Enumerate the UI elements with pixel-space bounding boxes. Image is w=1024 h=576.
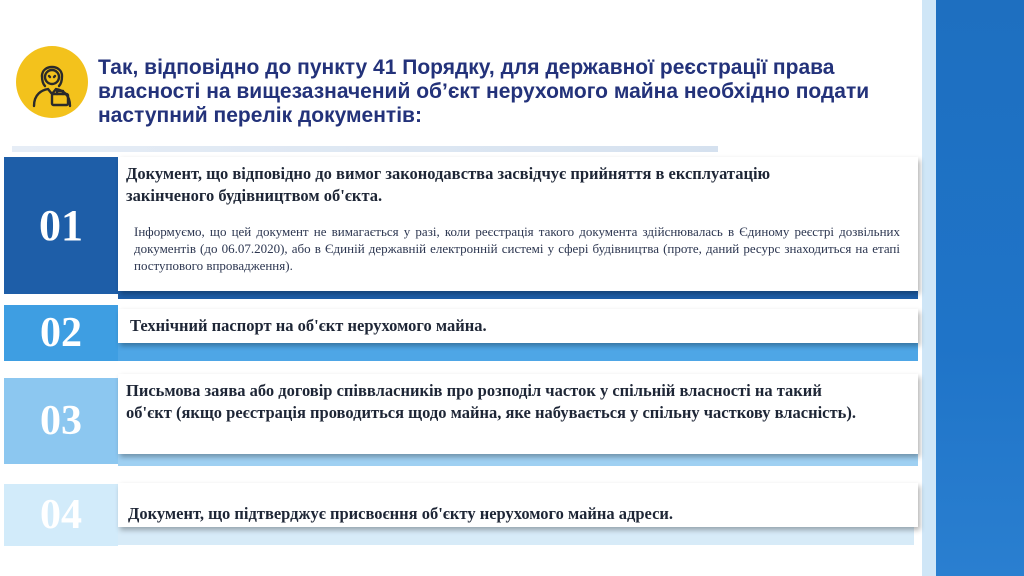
item-number-3: 03 bbox=[40, 398, 82, 444]
item-number-tile-1 bbox=[4, 157, 118, 294]
document-card-2 bbox=[118, 309, 918, 343]
item-number-tile-4 bbox=[4, 484, 118, 546]
card-shadow-4 bbox=[118, 527, 914, 545]
document-card-3 bbox=[118, 374, 918, 454]
document-card-1 bbox=[118, 157, 918, 291]
card-shadow-2 bbox=[118, 343, 918, 361]
item-number-1: 01 bbox=[39, 201, 83, 250]
item-number-2: 02 bbox=[40, 310, 82, 356]
item-number-tile-2 bbox=[4, 305, 118, 361]
title-divider bbox=[12, 146, 718, 152]
side-stripe-light bbox=[922, 0, 936, 576]
document-note-1: Інформуємо, що цей документ не вимагається у разі, коли реєстрація такого документа здійснювалась в Єдиному реєстрі дозвільних документів (до 06.07.2020), або в Єдиній державній електронній системі у сфері будівництва (проте, даний ресурс знаходиться на етапі поступового впровадження). bbox=[134, 224, 900, 273]
item-number-4: 04 bbox=[40, 492, 82, 538]
item-number-tile-3 bbox=[4, 378, 118, 464]
document-title-2: Технічний паспорт на об'єкт нерухомого майна. bbox=[130, 316, 487, 335]
side-decor-bar bbox=[936, 0, 1024, 576]
document-title-4: Документ, що підтверджує присвоєння об'єкту нерухомого майна адреси. bbox=[128, 504, 674, 523]
document-card-4 bbox=[118, 483, 918, 527]
document-title-3: Письмова заява або договір співвласників про розподіл часток у спільній власності на такий об'єкт (якщо реєстрація проводиться щодо майна, яке набувається у спільну часткову власність). bbox=[126, 381, 856, 422]
card-shadow-1 bbox=[118, 291, 918, 299]
page-title: Так, відповідно до пункту 41 Порядку, для державної реєстрації права власності на вищезазначений об’єкт нерухомого майна необхідно подати наступний перелік документів: bbox=[98, 56, 870, 127]
user-briefcase-icon bbox=[16, 46, 88, 118]
card-shadow-3 bbox=[118, 452, 918, 466]
document-title-1: Документ, що відповідно до вимог законодавства засвідчує прийняття в експлуатацію закінченого будівництвом об'єкта. bbox=[126, 164, 771, 205]
